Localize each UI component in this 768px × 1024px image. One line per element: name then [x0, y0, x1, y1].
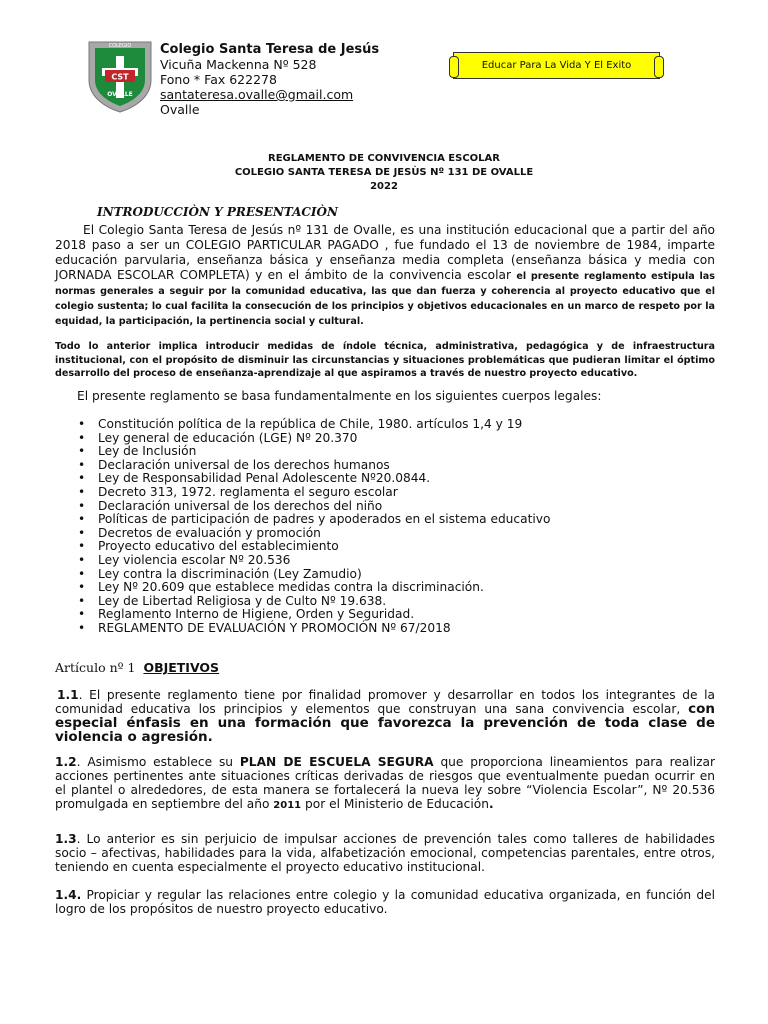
intro-text: El Colegio Santa Teresa de Jesús nº 131 de Ovalle, es una institución educacional que a partir del año 2018 paso a ser un COLEGIO PARTICULAR PAGADO , fue fundado el 13 de noviembre de 1984, imparte educación parvularia, enseñanza básica y enseñanza media completa (enseñanza básica y media con JORNADA ESCOLAR COMPLETA) y en el ámbito de la convivencia escolar: [55, 223, 715, 282]
section-text: . Lo anterior es sin perjuicio de impulsar acciones de prevención tales como talleres de habilidades socio – afectivas, habilidades para la vida, alfabetización emocional, competencias parentales, entre otros, teniendo en cuenta especialmente el proyecto educativo institucional.: [55, 832, 715, 874]
legal-list-item: • Constitución política de la república de Chile, 1980. artículos 1,4 y 19: [78, 418, 550, 432]
school-crest-logo: [85, 40, 155, 114]
motto-text: Educar Para La Vida Y El Exito: [481, 60, 632, 71]
legal-list-item: • Proyecto educativo del establecimiento: [78, 540, 550, 554]
legal-bodies-list: [78, 418, 550, 636]
section-number: 1.4.: [55, 888, 82, 902]
school-info: [160, 42, 379, 117]
legal-list-item: • Ley Nº 20.609 que establece medidas contra la discriminación.: [78, 581, 550, 595]
intro-heading: INTRODUCCIÒN Y PRESENTACIÒN: [97, 205, 338, 219]
section-1-2: [55, 755, 715, 813]
section-text: . El presente reglamento tiene por finalidad promover y desarrollar en todos los integrantes de la comunidad educativa los principios y elementos que construyan una sana convivencia escolar,: [55, 688, 715, 716]
section-year: 2011: [273, 800, 302, 811]
section-number: 1.1: [57, 688, 79, 702]
school-address: Vicuña Mackenna Nº 528: [160, 57, 317, 72]
section-period: .: [488, 797, 494, 811]
school-name: Colegio Santa Teresa de Jesús: [160, 42, 380, 57]
school-phone: Fono * Fax 622278: [160, 72, 277, 87]
document-year: 2022: [370, 181, 398, 192]
legal-list-item: • Decretos de evaluación y promoción: [78, 527, 550, 541]
legal-list-item: • Decreto 313, 1972. reglamenta el seguro escolar: [78, 486, 550, 500]
document-subtitle: COLEGIO SANTA TERESA DE JESÙS Nº 131 DE OVALLE: [234, 167, 534, 178]
school-city: Ovalle: [160, 102, 200, 117]
legal-list-item: • Ley violencia escolar Nº 20.536: [78, 554, 550, 568]
logo-cst-text: CST: [111, 72, 129, 82]
section-text: que proporciona lineamientos para realizar acciones pertinentes ante situaciones críticas derivadas de riesgos que eventualmente puedan ocurrir en el plantel o alrededores, de esta manera se fortalecerá la nueva ley sobre “Violencia Escolar”, Nº 20.536 promulgada en septiembre del año: [55, 755, 715, 811]
legal-list-item: • Reglamento Interno de Higiene, Orden y Seguridad.: [78, 608, 550, 622]
intro-implications-paragraph: Todo lo anterior implica introducir medidas de índole técnica, administrativa, pedagógica y de infraestructura institucional, con el propósito de disminuir las circunstancias y situaciones problemáticas que pudieran limitar el óptimo desarrollo del proceso de enseñanza-aprendizaje al que aspiramos a través de nuestro proyecto educativo.: [55, 341, 715, 380]
legal-list-item: • Declaración universal de los derechos humanos: [78, 459, 550, 473]
document-title: REGLAMENTO DE CONVIVENCIA ESCOLAR: [268, 153, 500, 164]
section-1-3: [55, 832, 715, 874]
legal-list-item: • Políticas de participación de padres y apoderados en el sistema educativo: [78, 513, 550, 527]
section-emphasis: con especial énfasis en una formación que favorezca la prevención de toda clase de violencia o agresión.: [55, 701, 715, 745]
article-title: OBJETIVOS: [143, 660, 220, 675]
legal-bodies-intro: El presente reglamento se basa fundamentalmente en los siguientes cuerpos legales:: [77, 389, 602, 403]
section-1-1: [55, 688, 715, 744]
legal-list-item: • Ley de Inclusión: [78, 445, 550, 459]
legal-list-item: • Ley contra la discriminación (Ley Zamudio): [78, 568, 550, 582]
intro-paragraph: [55, 223, 715, 328]
section-1-4: [55, 888, 715, 916]
intro-bold-text: el presente reglamento estipula las normas generales a seguir por la comunidad educativa, las que dan fuerza y coherencia al proyecto educativo que el colegio sustenta; lo cual facilita la consecución de los principios y objetivos educacionales en un marco de respeto por la equidad, la participación, la pertinencia social y cultural.: [55, 271, 715, 327]
legal-list-item: • Ley de Responsabilidad Penal Adolescente Nº20.0844.: [78, 472, 550, 486]
section-number: 1.2: [55, 755, 77, 769]
article-label: Artículo nº 1: [55, 660, 136, 675]
legal-list-item: • Ley de Libertad Religiosa y de Culto Nº 19.638.: [78, 595, 550, 609]
logo-top-text: COLEGIO: [108, 43, 132, 49]
section-text: Propiciar y regular las relaciones entre colegio y la comunidad educativa organizada, en función del logro de los propósitos de nuestro proyecto educativo.: [55, 888, 715, 916]
section-text: por el Ministerio de Educación: [301, 797, 489, 811]
legal-list-item: • Declaración universal de los derechos del niño: [78, 500, 550, 514]
section-text: . Asimismo establece su: [76, 755, 240, 769]
motto-banner: [453, 52, 660, 79]
legal-list-item: • Ley general de educación (LGE) Nº 20.370: [78, 432, 550, 446]
section-emphasis: PLAN DE ESCUELA SEGURA: [239, 755, 434, 769]
section-number: 1.3: [55, 832, 77, 846]
article-heading: [55, 660, 219, 675]
legal-list-item: • REGLAMENTO DE EVALUACIÓN Y PROMOCIÓN Nº 67/2018: [78, 622, 550, 636]
logo-bottom-text: OVALLE: [107, 91, 133, 98]
school-email-link[interactable]: santateresa.ovalle@gmail.com: [160, 87, 354, 102]
